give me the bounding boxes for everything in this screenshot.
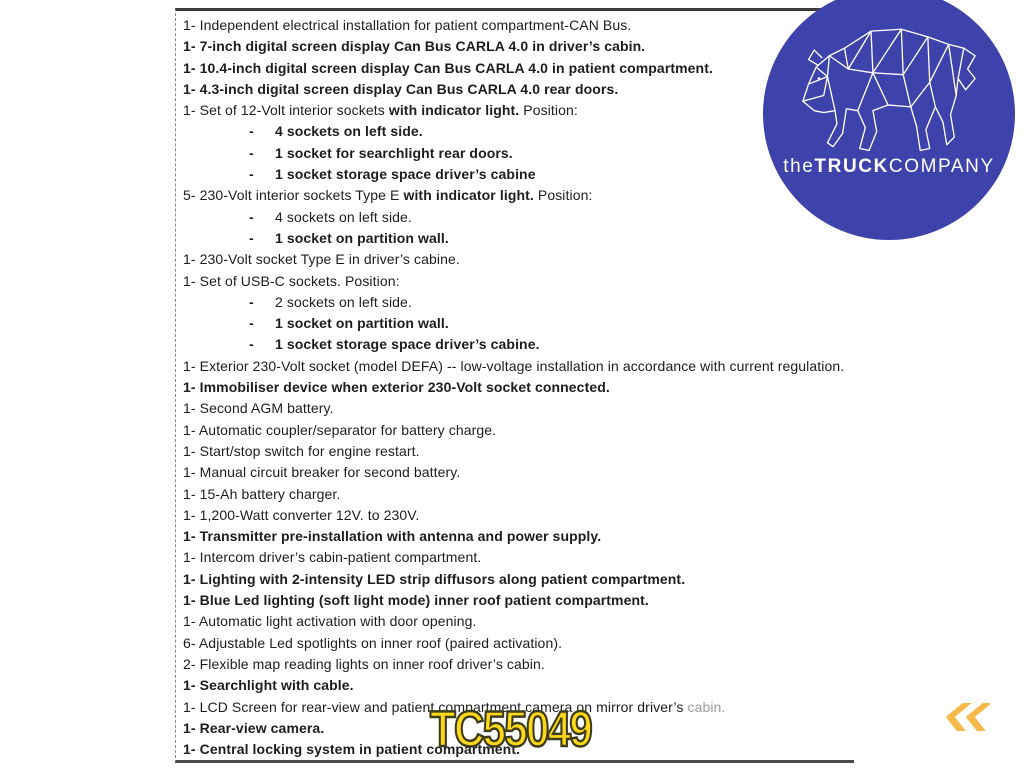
- spec-line: [183, 121, 854, 142]
- spec-line: [183, 313, 854, 334]
- spec-line: [183, 36, 854, 57]
- spec-line: [183, 228, 854, 249]
- spec-line: [183, 420, 854, 441]
- spec-text: 1- 15-Ah battery charger.: [183, 485, 341, 502]
- previous-page-button[interactable]: [934, 701, 990, 733]
- spec-line: [183, 654, 854, 675]
- spec-line: [183, 377, 854, 398]
- logo-word-the: the: [783, 156, 815, 177]
- spec-text: Position:: [533, 187, 593, 204]
- spec-line: [183, 633, 854, 654]
- bullet-dash: -: [249, 336, 254, 353]
- spec-line: [183, 356, 854, 377]
- spec-line: [183, 611, 854, 632]
- spec-line: [183, 207, 854, 228]
- bison-wireframe-icon: [789, 16, 989, 158]
- spec-text: 4 sockets on left side.: [275, 123, 423, 140]
- company-logo-text: [763, 156, 1015, 178]
- spec-line: [183, 79, 854, 100]
- logo-word-truck: TRUCK: [814, 156, 889, 177]
- spec-text: with indicator light.: [388, 102, 520, 119]
- spec-text: 1- 230-Volt socket Type E in driver’s cabine.: [183, 251, 460, 268]
- spec-text: 2 sockets on left side.: [275, 293, 412, 310]
- bullet-dash: -: [249, 315, 254, 332]
- spec-line: [183, 292, 854, 313]
- spec-line: [183, 249, 854, 270]
- spec-text: 1- Blue Led lighting (soft light mode) inner roof patient compartment.: [183, 592, 649, 609]
- bullet-dash: -: [249, 293, 254, 310]
- spec-text: 1- 4.3-inch digital screen display Can Bus CARLA 4.0 rear doors.: [183, 80, 619, 97]
- company-logo: [763, 0, 1015, 240]
- spec-text: 1- Automatic light activation with door opening.: [183, 613, 477, 630]
- spec-line: [183, 547, 854, 568]
- spec-line: [183, 185, 854, 206]
- spec-line: [183, 505, 854, 526]
- spec-text: Position:: [519, 102, 578, 119]
- spec-text: 1- Start/stop switch for engine restart.: [183, 442, 420, 459]
- spec-text: 1- Intercom driver’s cabin-patient compartment.: [183, 549, 482, 566]
- spec-line: [183, 143, 854, 164]
- spec-line: [183, 441, 854, 462]
- spec-text: 1- Manual circuit breaker for second battery.: [183, 464, 461, 481]
- spec-text: 1- Independent electrical installation for patient compartment-CAN Bus.: [183, 17, 632, 33]
- spec-text: 1 socket for searchlight rear doors.: [275, 144, 513, 161]
- bullet-dash: -: [249, 166, 254, 183]
- spec-line: [183, 526, 854, 547]
- spec-text: 1- Set of 12-Volt interior sockets: [183, 102, 389, 119]
- spec-text: 1- Rear-view camera.: [183, 719, 325, 736]
- spec-line: [183, 398, 854, 419]
- spec-text: 1- Automatic coupler/separator for battery charge.: [183, 421, 497, 438]
- watermark-code: TC55049: [430, 701, 592, 757]
- spec-text: 2- Flexible map reading lights on inner roof driver’s cabin.: [183, 655, 545, 672]
- spec-text: 1- Searchlight with cable.: [183, 677, 354, 694]
- spec-sheet: [175, 8, 854, 763]
- spec-line: [183, 334, 854, 355]
- spec-line: [183, 58, 854, 79]
- spec-text: 5- 230-Volt interior sockets Type E: [183, 187, 404, 204]
- spec-text: 1- Second AGM battery.: [183, 400, 334, 417]
- spec-text: with indicator light.: [403, 187, 534, 204]
- spec-text: 1 socket on partition wall.: [275, 315, 449, 332]
- spec-text: 1- Transmitter pre-installation with antenna and power supply.: [183, 528, 602, 545]
- spec-text: 1- Central locking system in patient compartment.: [183, 741, 521, 758]
- spec-text: 1- 7-inch digital screen display Can Bus CARLA 4.0 in driver’s cabin.: [183, 38, 646, 55]
- spec-text: 1- Exterior 230-Volt socket (model DEFA) -- low-voltage installation in accordance with current regulation.: [183, 357, 845, 374]
- spec-text: 1- 1,200-Watt converter 12V. to 230V.: [183, 506, 420, 523]
- spec-line: [183, 675, 854, 696]
- spec-text: 1- LCD Screen for rear-view and patient compartment camera on mirror driver’s: [183, 698, 688, 715]
- spec-line: [183, 164, 854, 185]
- bullet-dash: -: [249, 229, 254, 246]
- bullet-dash: -: [249, 208, 254, 225]
- spec-line-list: [183, 15, 854, 760]
- spec-text: 4 sockets on left side.: [275, 208, 412, 225]
- spec-text: 6- Adjustable Led spotlights on inner roof (paired activation).: [183, 634, 563, 651]
- spec-text: 1 socket storage space driver’s cabine: [275, 166, 536, 183]
- spec-line: [183, 462, 854, 483]
- spec-line: [183, 15, 854, 36]
- spec-line: [183, 484, 854, 505]
- spec-text: 1- Immobiliser device when exterior 230-Volt socket connected.: [183, 379, 610, 396]
- double-chevron-left-icon: [934, 701, 990, 733]
- spec-text: 1- Lighting with 2-intensity LED strip diffusors along patient compartment.: [183, 570, 686, 587]
- bullet-dash: -: [249, 144, 254, 161]
- spec-text: 1- 10.4-inch digital screen display Can Bus CARLA 4.0 in patient compartment.: [183, 59, 713, 76]
- spec-line: [183, 569, 854, 590]
- spec-text: 1 socket storage space driver’s cabine.: [275, 336, 540, 353]
- spec-text: 1 socket on partition wall.: [275, 229, 449, 246]
- spec-text: cabin.: [687, 698, 726, 715]
- spec-line: [183, 590, 854, 611]
- bullet-dash: -: [249, 123, 254, 140]
- spec-line: [183, 100, 854, 121]
- logo-word-company: COMPANY: [888, 156, 995, 177]
- spec-line: [183, 271, 854, 292]
- spec-text: 1- Set of USB-C sockets. Position:: [183, 272, 400, 289]
